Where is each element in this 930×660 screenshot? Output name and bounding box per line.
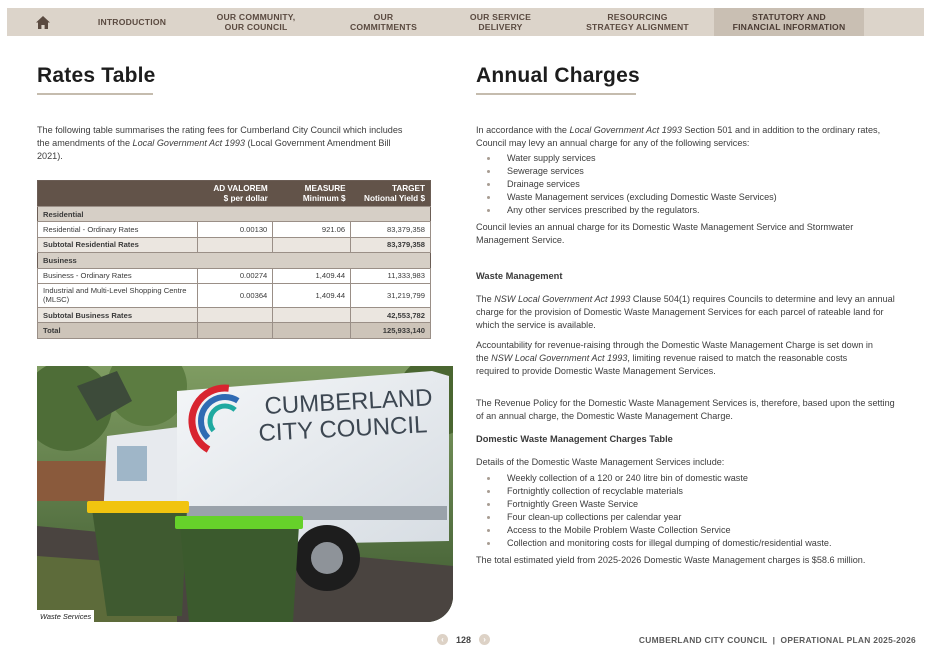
- home-button[interactable]: [7, 8, 79, 36]
- table-cell: [273, 207, 351, 222]
- table-cell: 31,219,799: [351, 283, 431, 307]
- act-name: Local Government Act 1993: [132, 138, 245, 148]
- services-list: [476, 152, 896, 217]
- waste-management-paragraph-2: [476, 339, 876, 378]
- text: (Local Government Amendment Bill 2021).: [37, 138, 391, 161]
- waste-management-paragraph-3: The Revenue Policy for the Domestic Waste Management Services is, therefore, based upon the setting of an annual charge, the Domestic Waste Management Charge.: [476, 398, 895, 421]
- text: Clause 504(1) requires Councils to determine and levy an annual charge for the provision of Domestic Waste Management Services for each parcel of rateable land for which the service is available.: [476, 294, 895, 330]
- col-header-target: TARGET Notional Yield $: [351, 181, 431, 207]
- nav-resourcing-strategy[interactable]: [561, 8, 714, 36]
- table-section-row: [38, 253, 431, 268]
- table-row: [38, 268, 431, 283]
- footer-document-title: CUMBERLAND CITY COUNCIL | OPERATIONAL PLAN 2025-2026: [638, 635, 916, 645]
- table-cell: 83,379,358: [351, 222, 431, 237]
- table-cell: [273, 323, 351, 338]
- table-cell: 1,409.44: [273, 268, 351, 283]
- table-cell: [198, 307, 273, 322]
- table-cell: [198, 237, 273, 252]
- nav-statutory-financial[interactable]: [714, 8, 864, 36]
- table-cell: Total: [38, 323, 198, 338]
- list-item: Fortnightly collection of recyclable materials: [476, 485, 896, 498]
- table-row: [38, 283, 431, 307]
- table-subtotal-row: [38, 307, 431, 322]
- table-cell: 83,379,358: [351, 237, 431, 252]
- chevron-right-icon[interactable]: ›: [479, 634, 490, 645]
- page-number: 128: [456, 634, 472, 645]
- waste-services-photo: [37, 366, 453, 622]
- chevron-left-icon[interactable]: ‹: [437, 634, 448, 645]
- table-cell: Industrial and Multi-Level Shopping Centre (MLSC): [38, 283, 198, 307]
- dwm-intro-paragraph: Details of the Domestic Waste Management Services include:: [476, 457, 725, 467]
- table-section-row: [38, 207, 431, 222]
- table-cell: 11,333,983: [351, 268, 431, 283]
- list-item: Collection and monitoring costs for illegal dumping of domestic/residential waste.: [476, 537, 896, 550]
- table-cell: [351, 207, 431, 222]
- table-cell: [198, 207, 273, 222]
- truck-text-line2: CITY COUNCIL: [257, 411, 429, 447]
- text: The following table summarises the rating fees for Cumberland City Council which includes the amendments of the: [37, 125, 403, 148]
- table-cell: [273, 307, 351, 322]
- text: Section 501 and in addition to the ordinary rates, Council may levy an annual charge for any of the following services:: [476, 125, 881, 148]
- council-levies-paragraph: Council levies an annual charge for its Domestic Waste Management Service and Stormwater Management Service.: [476, 222, 854, 245]
- list-item: Drainage services: [476, 178, 896, 191]
- annual-charges-intro: [476, 124, 886, 150]
- text: Accountability for revenue-raising through the Domestic Waste Management Charge is set down in the: [476, 340, 873, 363]
- text: , limiting revenue raised to match the reasonable costs required to provide Domestic Waste Management Services.: [476, 353, 848, 376]
- dwm-total-paragraph: The total estimated yield from 2025-2026 Domestic Waste Management charges is $58.6 million.: [476, 555, 866, 565]
- list-item: Waste Management services (excluding Domestic Waste Services): [476, 191, 896, 204]
- heading-underline: [37, 93, 153, 95]
- table-cell: Business: [38, 253, 198, 268]
- list-item: Four clean-up collections per calendar year: [476, 511, 896, 524]
- top-navigation: [7, 8, 924, 36]
- text: The: [476, 294, 495, 304]
- table-cell: 1,409.44: [273, 283, 351, 307]
- list-item: Water supply services: [476, 152, 896, 165]
- col-header-description: [38, 181, 198, 207]
- table-cell: 42,553,782: [351, 307, 431, 322]
- table-cell: 0.00130: [198, 222, 273, 237]
- nav-our-commitments[interactable]: [327, 8, 440, 36]
- nav-label: RESOURCING STRATEGY ALIGNMENT: [586, 12, 689, 32]
- table-cell: Business - Ordinary Rates: [38, 268, 198, 283]
- list-item: Any other services prescribed by the regulators.: [476, 204, 896, 217]
- table-cell: Subtotal Residential Rates: [38, 237, 198, 252]
- rates-table: [37, 180, 431, 339]
- act-name: NSW Local Government Act 1993: [491, 353, 628, 363]
- truck-text-line1: CUMBERLAND: [263, 384, 434, 420]
- home-icon: [35, 15, 51, 30]
- table-cell: 0.00364: [198, 283, 273, 307]
- table-row: [38, 222, 431, 237]
- table-cell: [273, 237, 351, 252]
- nav-label: OUR SERVICE DELIVERY: [469, 12, 532, 32]
- table-total-row: [38, 323, 431, 338]
- waste-management-heading: Waste Management: [476, 271, 563, 281]
- text: In accordance with the: [476, 125, 570, 135]
- table-cell: Residential: [38, 207, 198, 222]
- table-cell: 921.06: [273, 222, 351, 237]
- nav-label: OUR COMMITMENTS: [349, 12, 418, 32]
- heading-underline: [476, 93, 636, 95]
- photo-caption: Waste Services: [37, 610, 94, 623]
- col-header-measure: MEASURE Minimum $: [273, 181, 351, 207]
- nav-our-service-delivery[interactable]: [440, 8, 561, 36]
- act-name: Local Government Act 1993: [569, 125, 682, 135]
- table-cell: [273, 253, 351, 268]
- page-title-annual-charges: Annual Charges: [476, 64, 640, 87]
- table-cell: [198, 253, 273, 268]
- table-cell: Subtotal Business Rates: [38, 307, 198, 322]
- table-cell: Residential - Ordinary Rates: [38, 222, 198, 237]
- list-item: Weekly collection of a 120 or 240 litre bin of domestic waste: [476, 472, 896, 485]
- table-header-row: [38, 181, 431, 207]
- nav-label: INTRODUCTION: [97, 17, 167, 27]
- dwm-services-list: [476, 472, 896, 550]
- table-cell: 125,933,140: [351, 323, 431, 338]
- rates-intro-paragraph: [37, 124, 417, 163]
- col-header-ad-valorem: AD VALOREM $ per dollar: [198, 181, 273, 207]
- waste-management-paragraph-1: [476, 293, 901, 332]
- table-cell: [351, 253, 431, 268]
- nav-introduction[interactable]: [79, 8, 185, 36]
- table-subtotal-row: [38, 237, 431, 252]
- list-item: Access to the Mobile Problem Waste Collection Service: [476, 524, 896, 537]
- table-cell: 0.00274: [198, 268, 273, 283]
- nav-our-community[interactable]: [185, 8, 327, 36]
- page-pager: [437, 634, 490, 645]
- dwm-charges-heading: Domestic Waste Management Charges Table: [476, 434, 673, 444]
- page-title-rates-table: Rates Table: [37, 64, 156, 87]
- nav-label: OUR COMMUNITY, OUR COUNCIL: [216, 12, 296, 32]
- nav-label: STATUTORY AND FINANCIAL INFORMATION: [732, 12, 846, 32]
- table-cell: [198, 323, 273, 338]
- act-name: NSW Local Government Act 1993: [494, 294, 631, 304]
- list-item: Sewerage services: [476, 165, 896, 178]
- list-item: Fortnightly Green Waste Service: [476, 498, 896, 511]
